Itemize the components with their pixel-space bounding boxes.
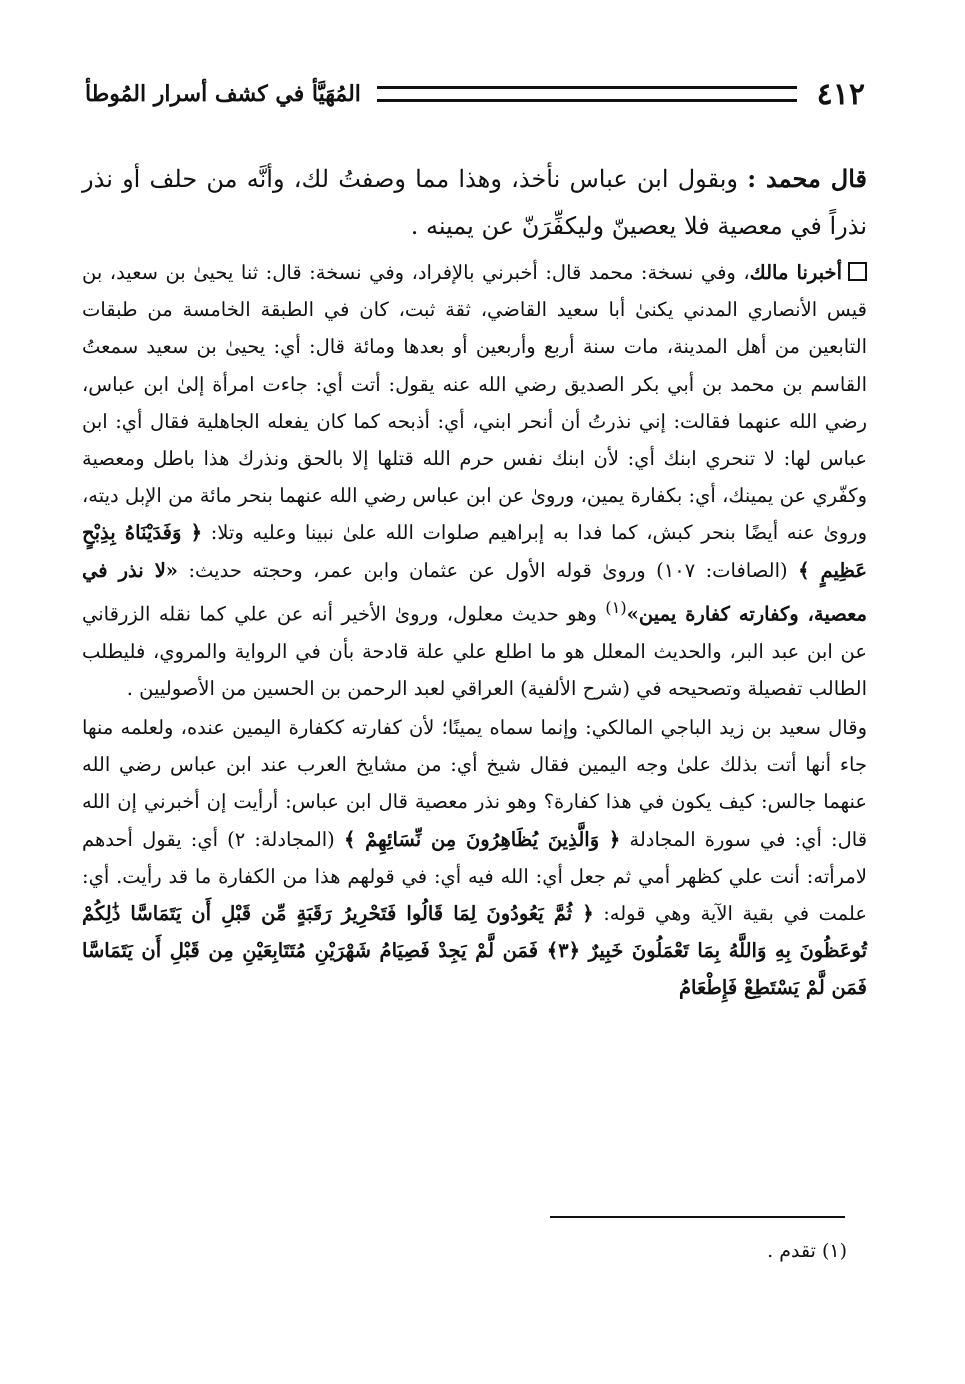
square-marker-icon [848,262,867,281]
intro-text: وبقول ابن عباس نأخذ، وهذا مما وصفتُ لك، وأنَّه من حلف أو نذر نذراً في معصية فلا يعصينّ وليكفِّرَنّ عن يمينه . [82,165,867,240]
intro-paragraph [82,155,867,250]
footnote-number: (١) [821,1240,847,1262]
commentary-paragraph [82,254,867,707]
verse-reference: (الصافات: ١٠٧) [656,558,788,582]
para-text-2: وروىٰ قوله الأول عن عثمان وابن عمر، وحجته حديث: [188,558,646,582]
verse-reference-2: (المجادلة: ٢) [227,827,335,851]
quran-verse: ﴿ وَفَدَيْنَاهُ بِذِبْحٍ عَظِيمٍ ﴾ [82,521,867,582]
quran-verse-2: ﴿ وَالَّذِينَ يُظَاهِرُونَ مِن نِّسَائِهِمْ ﴾ [343,827,621,851]
para-label: أخبرنا مالك [749,261,842,284]
page-number: ٤١٢ [816,76,865,112]
footnote-marker: (١) [605,597,627,617]
commentary-paragraph-2 [82,709,867,1007]
para-text-3: وهو حديث معلول، وروىٰ الأخير أنه عن علي كما نقله الزرقاني عن ابن عبد البر، والحديث المعلل هو ما اطلع علي علة قادحة بأن في الرواية والمروي، فليطلب الطالب تفصيلة وتصحيحه في (شرح الألفية) العراقي لعبد الرحمن بن الحسين من الأصوليين . [82,602,867,700]
page-body [82,155,867,1007]
footnote-text: تقدم . [767,1240,816,1262]
header-rule [377,86,797,102]
running-title: المُهَيَّأ في كشف أسرار المُوطأ [85,81,361,107]
footnote [767,1240,847,1262]
page-header [85,72,865,116]
hadith-quote: «لا نذر في معصية، وكفارته كفارة يمين» [82,558,867,626]
para2-text-2: أي: يقول أحدهم لامرأته: أنت علي كظهر أمي ثم جعل أي: الله فيه أي: في قولهم هذا من الكفارة ما قد رأيت. أي: علمت في بقية الآية وهي قوله: [82,827,868,925]
footnote-rule [550,1216,845,1218]
intro-label: قال محمد : [747,164,867,193]
para-text: ، وفي نسخة: محمد قال: أخبرني بالإفراد، وفي نسخة: قال: ثنا يحيىٰ بن سعيد، بن قيس الأنصاري المدني يكنىٰ أبا سعيد القاضي، ثقة ثبت، كان في الطبقة الخامسة من طبقات التابعين من أهل المدينة، مات سنة أربع وأربعين أو بعدها ومائة قال: أي: يحيىٰ بن سعيد سمعتُ القاسم بن محمد بن أبي بكر الصديق رضي الله عنه يقول: أتت أي: جاءت امرأة إلىٰ ابن عباس، رضي الله عنهما فقالت: إني نذرتُ أن أنحر ابني، أي: أذبحه كما كان يفعله الجاهلية فقال أي: ابن عباس لها: لا تنحري ابنك أي: لأن ابنك نفس حرم الله قتلها إلا بالحق ونذرك هذا باطل ومعصية وكفّري عن يمينك، أي: بكفارة يمين، وروىٰ عن ابن عباس رضي الله عنهما بنحر مائة من الإبل ديته، وروىٰ عنه أيضًا بنحر كبش، كما فدا به إبراهيم صلوات الله علىٰ نبينا وعليه وتلا: [82,261,868,545]
quran-verse-3: ﴿ ثُمَّ يَعُودُونَ لِمَا قَالُوا فَتَحْرِيرُ رَقَبَةٍ مِّن قَبْلِ أَن يَتَمَاسَّا ذَٰلِكُمْ تُوعَظُونَ بِهِ وَاللَّهُ بِمَا تَعْمَلُونَ خَبِيرٌ ﴿٣﴾ فَمَن لَّمْ يَجِدْ فَصِيَامُ شَهْرَيْنِ مُتَتَابِعَيْنِ مِن قَبْلِ أَن يَتَمَاسَّا فَمَن لَّمْ يَسْتَطِعْ فَإِطْعَامُ [82,901,868,1000]
para2-text: وقال سعيد بن زيد الباجي المالكي: وإنما سماه يمينًا؛ لأن كفارته ككفارة اليمين عنده، ولعلمه منها جاء أنها أتت بذلك علىٰ وجه اليمين فقال شيخ أي: من مشايخ العرب عند ابن عباس رضي الله عنهما جالس: كيف يكون في هذا كفارة؟ وهو نذر معصية قال ابن عباس: أرأيت إن أخبرني إن الله قال: أي: في سورة المجادلة [82,715,868,851]
